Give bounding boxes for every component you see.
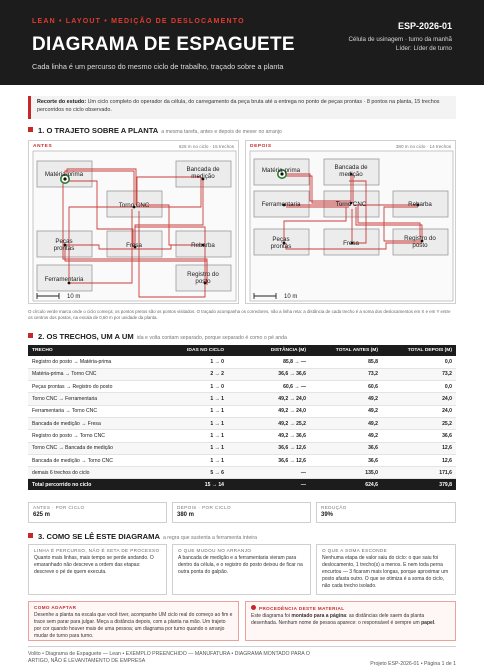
meta-leader: Líder: Líder de turno	[395, 45, 452, 52]
section-number: 1.	[38, 126, 45, 135]
col-trecho: TRECHO	[28, 345, 168, 356]
label-ferramentaria: Ferramentaria	[261, 201, 301, 208]
card-body: A bancada de medição e a ferramentaria vieram para dentro da célula, e o registro do posto deixou de ficar na outra ponta do galpão.	[178, 555, 303, 575]
card-body: Quanto mais linhas, mais tempo se perde andando. O emaranhado não descreve a ordem das etapas: descreve o pé de quem executa.	[34, 555, 154, 575]
label-pecas-2: prontas	[270, 243, 292, 250]
study-label: Recorte do estudo:	[37, 99, 87, 105]
panel-info: 380 m no ciclo · 14 trechos	[395, 144, 451, 149]
diagram-caption: O círculo verde marca onde o ciclo começa; os pontos pretos são os pontos visitados. O traçado acompanha os corredores, não a linha reta: a distância de cada trecho é a soma dos deslocamentos em X e em Y entre os centros dos postos, na escala de 0,60 m por unidade da planta.	[28, 309, 451, 321]
card-title	[251, 605, 450, 611]
footer-left: Volito • Diagrama de Espaguete — Lean • EXEMPLO PREENCHIDO — MANUFATURA • DIAGRAMA MONTADO PARA O ARTIGO, NÃO É LEVANTAMENTO DE EMPRESA	[28, 651, 310, 665]
label-bancada-2: medição	[339, 171, 363, 178]
info-icon	[251, 605, 256, 610]
stat-value: 39%	[321, 512, 334, 518]
label-pecas-2: prontas	[53, 245, 75, 252]
card-como-adaptar	[28, 601, 239, 641]
table-row: Torno CNC → Ferramentaria 1 → 1 49,2 → 24,0 49,2 24,0	[28, 393, 456, 405]
stat-value: 380 m	[177, 512, 195, 518]
section-number: 3.	[38, 532, 45, 541]
card-title: LINHA É PERCURSO, NÃO É SETA DE PROCESSO	[34, 548, 160, 553]
page-header	[0, 0, 484, 85]
label-bancada-1: Bancada de	[186, 166, 220, 173]
stat-label: ANTES · POR CICLO	[33, 505, 85, 510]
label-registro-2: posto	[412, 242, 428, 249]
label-bancada-2: medição	[191, 173, 215, 180]
section-title: OS TRECHOS, UM A UM	[46, 332, 134, 341]
stat-reducao	[316, 502, 456, 523]
panel-label: DEPOIS	[250, 144, 272, 149]
stat-label: DEPOIS · POR CICLO	[177, 505, 231, 510]
table-header-row	[28, 345, 456, 356]
section-note: ida e volta contam separado, porque separado é como o pé anda	[136, 335, 287, 341]
panel-info: 625 m no ciclo · 15 trechos	[178, 144, 234, 149]
table-row: Peças prontas → Registro do posto 1 → 0 60,6 → — 60,6 0,0	[28, 381, 456, 393]
card-procedencia	[245, 601, 456, 641]
label-fresa: Fresa	[126, 242, 142, 249]
section-marker-icon	[28, 127, 33, 132]
section-note: a mesma tarefa, antes e depois de mexer no arranjo	[161, 129, 282, 135]
col-total-depois: TOTAL DEPOIS (M)	[382, 345, 456, 356]
meta-cell: Célula de usinagem · turno da manhã	[348, 36, 452, 43]
diagram-after	[245, 140, 456, 304]
section-1-header	[28, 126, 282, 135]
label-rebarba: Rebarba	[191, 242, 215, 249]
section-3-header	[28, 532, 257, 541]
section-title: O TRAJETO SOBRE A PLANTA	[46, 126, 159, 135]
label-materia: Matéria-prima	[44, 171, 84, 178]
section-marker-icon	[28, 533, 33, 538]
table-row: Registro do posto → Torno CNC 1 → 1 49,2 → 36,6 49,2 36,6	[28, 430, 456, 442]
label-registro-1: Registro do	[404, 235, 436, 242]
label-torno: Torno CNC	[118, 202, 150, 209]
label-torno: Torno CNC	[335, 201, 367, 208]
stat-depois	[172, 502, 311, 523]
table-row: Bancada de medição → Fresa 1 → 1 49,2 → 25,2 49,2 25,2	[28, 417, 456, 429]
card-title: COMO ADAPTAR	[34, 605, 77, 610]
page-footer	[28, 646, 456, 665]
scale-label: 10 m	[284, 294, 298, 300]
label-registro-2: posto	[195, 278, 211, 285]
label-pecas-1: Peças	[272, 236, 290, 243]
table-row: Bancada de medição → Torno CNC 1 → 1 36,6 → 12,6 36,6 12,6	[28, 454, 456, 466]
footer-right: Projeto ESP-2026-01 • Página 1 de 1	[370, 661, 456, 667]
card-body: Desenhe a planta na escala que você tiver, acompanhe UM ciclo real do começo ao fim e trace sem parar para julgar. Meça a distância depois, com a planta na mão. Um trajeto por cor quando houver mais de uma pessoa; um diagrama por turno quando o arranjo mudar de turno para turno.	[34, 612, 233, 639]
panel-label: ANTES	[33, 144, 53, 149]
label-ferramentaria: Ferramentaria	[44, 276, 84, 283]
label-bancada-1: Bancada de	[334, 164, 368, 171]
table-row: Registro do posto → Matéria-prima 1 → 0 85,8 → — 85,8 0,0	[28, 356, 456, 368]
table-row: Torno CNC → Bancada de medição 1 → 1 36,6 → 12,6 36,6 12,6	[28, 442, 456, 454]
label-fresa: Fresa	[343, 240, 359, 247]
col-distancia: DISTÂNCIA (M)	[228, 345, 310, 356]
table-row: Ferramentaria → Torno CNC 1 → 1 49,2 → 24,0 49,2 24,0	[28, 405, 456, 417]
card-o-que-mudou	[172, 544, 311, 595]
section-title: COMO SE LÊ ESTE DIAGRAMA	[46, 532, 160, 541]
stat-label: REDUÇÃO	[321, 505, 347, 510]
study-text: Um ciclo completo do operador da célula, do carregamento da peça bruta até a entrega no ponto de peças prontas · 8 pontos na planta, 15 trechos percorridos no ciclo observado.	[37, 99, 440, 113]
card-body: Este diagrama foi montado para a página: as distâncias dele saem da planta desenhada. Nenhum nome de pessoa aparece: o responsável é sempre um papel.	[251, 613, 436, 626]
section-marker-icon	[28, 333, 33, 338]
stat-value: 625 m	[33, 512, 51, 518]
doc-id: ESP-2026-01	[397, 21, 452, 31]
card-title: O QUE MUDOU NO ARRANJO	[178, 548, 252, 553]
scale-label: 10 m	[67, 294, 81, 300]
diagram-before	[28, 140, 239, 304]
page-subtitle: Cada linha é um percurso do mesmo ciclo de trabalho, traçado sobre a planta	[32, 62, 284, 71]
card-body: Nenhuma etapa de valor saiu do ciclo: o que saiu foi deslocamento, 1 trecho(s) a menos. E nem toda perna encurtou — 3 ficaram mais longas, porque aproximar um posto afasta outro. O que se otimiza é a soma do ciclo, não cada trecho isolado.	[322, 555, 449, 589]
section-number: 2.	[38, 332, 45, 341]
card-o-que-a-soma-esconde	[316, 544, 456, 595]
label-registro-1: Registro do	[187, 271, 219, 278]
label-materia: Matéria-prima	[261, 167, 301, 174]
floorplan-before	[29, 141, 240, 305]
table-row: demais 6 trechos do ciclo 5 → 6 — 135,0 171,6	[28, 467, 456, 479]
card-title: O QUE A SOMA ESCONDE	[322, 548, 388, 553]
stat-antes	[28, 502, 167, 523]
col-idas: IDAS NO CICLO	[168, 345, 228, 356]
table-total-row: Total percorrido no ciclo 15 → 14 — 624,6 379,8	[28, 479, 456, 490]
label-pecas-1: Peças	[55, 238, 73, 245]
segments-table	[28, 345, 456, 490]
header-kicker: LEAN • LAYOUT • MEDIÇÃO DE DESLOCAMENTO	[32, 18, 245, 25]
page-title: DIAGRAMA DE ESPAGUETE	[32, 34, 295, 55]
col-total-antes: TOTAL ANTES (M)	[310, 345, 382, 356]
card-title-text: PROCEDÊNCIA DESTE MATERIAL	[259, 606, 345, 611]
study-scope-box	[28, 96, 456, 119]
section-2-header	[28, 332, 287, 341]
card-linha-percurso	[28, 544, 167, 595]
table-row: Matéria-prima → Torno CNC 2 → 2 36,6 → 36,6 73,2 73,2	[28, 368, 456, 380]
label-rebarba: Rebarba	[408, 201, 432, 208]
section-note: a regra que sustenta a ferramenta inteira	[162, 535, 257, 541]
floorplan-after	[246, 141, 457, 305]
